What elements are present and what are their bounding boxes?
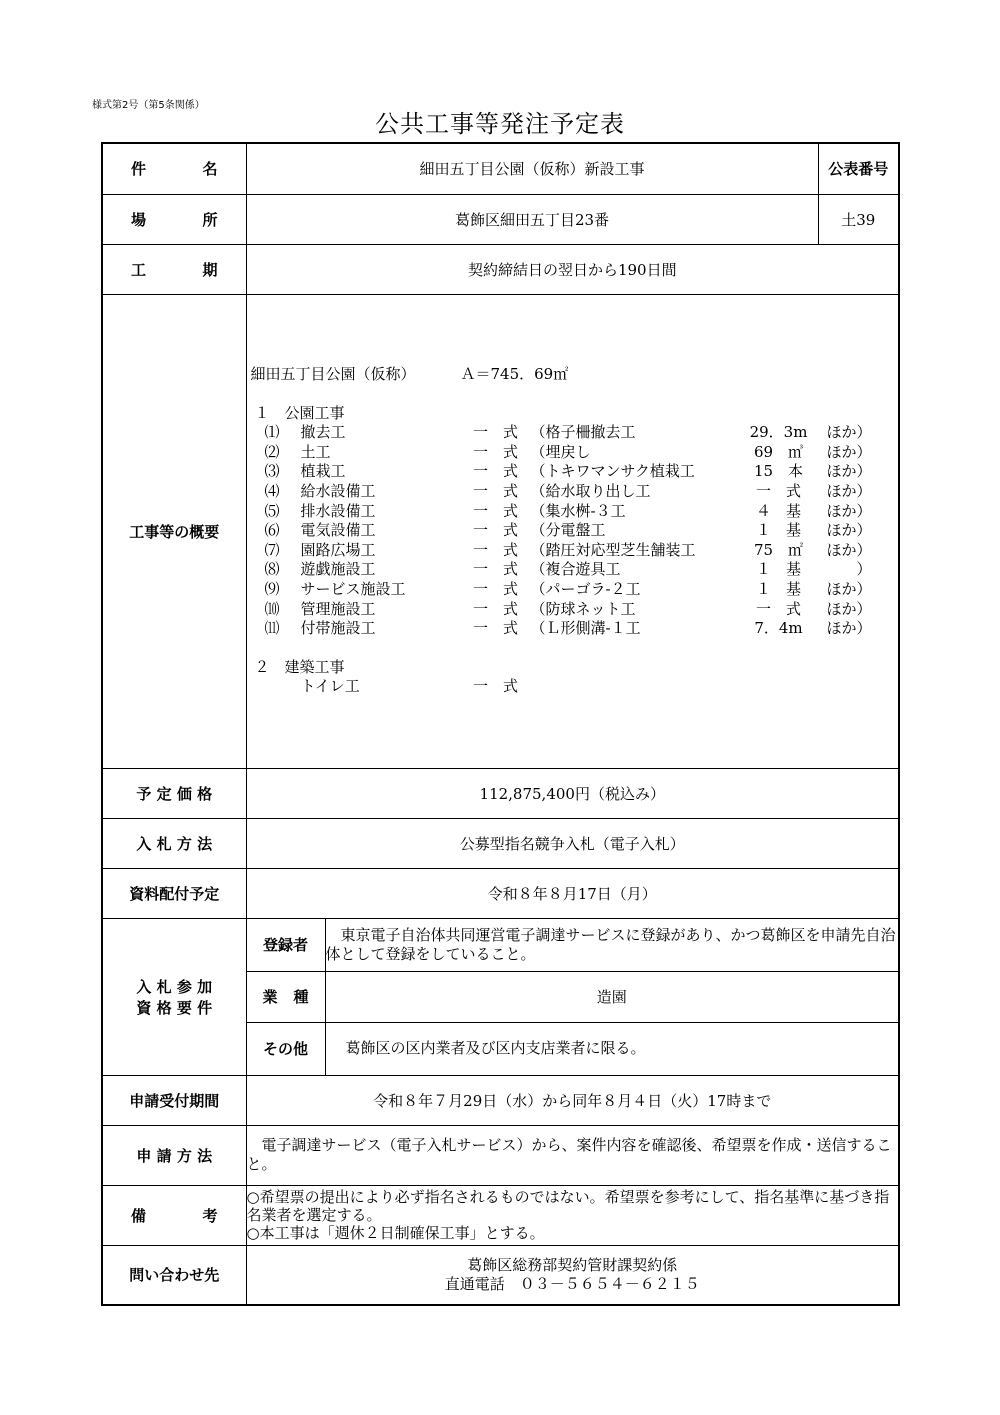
industry: 造園	[325, 971, 899, 1022]
row-registrant	[102, 918, 899, 971]
label-place: 場 所	[102, 194, 246, 244]
overview-item-name: サービス施設工	[300, 579, 406, 598]
overview-section-2-item: トイレ工 一 式	[300, 677, 518, 696]
overview	[246, 294, 899, 768]
overview-item-note: ほか）	[826, 521, 872, 540]
row-application-method	[102, 1125, 899, 1185]
label-registrant: 登録者	[246, 918, 325, 971]
contact	[246, 1245, 899, 1305]
overview-item-name: 植栽工	[300, 462, 346, 481]
page-title: 公共工事等発注予定表	[375, 110, 625, 138]
schedule-table	[101, 142, 900, 1306]
overview-item-amount: 一 式	[755, 482, 801, 501]
overview-item-qty: 一 式	[472, 619, 518, 638]
overview-item-amount: １ 基	[755, 579, 801, 598]
overview-item-qty: 一 式	[472, 462, 518, 481]
overview-item-note: ほか）	[826, 599, 872, 618]
overview-item-amount: 69 ㎥	[753, 442, 804, 461]
row-application-period	[102, 1075, 899, 1125]
overview-item-note: ほか）	[826, 619, 872, 638]
label-price: 予 定 価 格	[102, 768, 246, 818]
overview-park: 細田五丁目公園（仮称） Ａ＝745．69㎡	[250, 365, 569, 384]
overview-item-amount: 7．4m	[754, 619, 803, 638]
overview-item-qty: 一 式	[472, 560, 518, 579]
public-number: 土39	[818, 194, 899, 244]
project-name: 細田五丁目公園（仮称）新設工事	[246, 143, 818, 194]
row-period	[102, 244, 899, 294]
overview-item-name: 付帯施設工	[300, 619, 376, 638]
overview-item-name: 給水設備工	[300, 482, 376, 501]
overview-item	[251, 580, 895, 600]
overview-item-detail: （複合遊具工	[530, 560, 621, 579]
overview-item-qty: 一 式	[472, 540, 518, 559]
overview-item-detail: （防球ネット工	[530, 599, 636, 618]
overview-item-num: ⑾	[264, 619, 280, 638]
overview-item-detail: （給水取り出し工	[530, 482, 651, 501]
overview-item-note: ほか）	[826, 462, 872, 481]
row-price	[102, 768, 899, 818]
application-method: 電子調達サービス（電子入札サービス）から、案件内容を確認後、希望票を作成・送信すること。	[246, 1125, 899, 1185]
overview-item	[251, 521, 895, 541]
label-public-number: 公表番号	[818, 143, 899, 194]
overview-item	[251, 462, 895, 482]
overview-item	[251, 443, 895, 463]
overview-item-detail: （格子柵撤去工	[530, 423, 636, 442]
overview-item-amount: 75 ㎡	[753, 540, 804, 559]
overview-item-num: ⑸	[264, 501, 280, 520]
label-application-method: 申 請 方 法	[102, 1125, 246, 1185]
label-period: 工 期	[102, 244, 246, 294]
distribution-date: 令和８年８月17日（月）	[246, 868, 899, 918]
row-bid-method	[102, 818, 899, 868]
overview-section-1: １ 公園工事	[254, 403, 345, 422]
overview-item-note: ほか）	[826, 540, 872, 559]
overview-item-amount: 15 本	[753, 462, 804, 481]
overview-item-detail: （分電盤工	[530, 521, 606, 540]
overview-item-name: 遊戯施設工	[300, 560, 376, 579]
row-place	[102, 194, 899, 244]
overview-item-amount: １ 基	[755, 521, 801, 540]
overview-item-amount: 一 式	[755, 599, 801, 618]
overview-item	[251, 560, 895, 580]
overview-item-detail: （集水桝-３工	[530, 501, 626, 520]
label-industry: 業 種	[246, 971, 325, 1022]
label-qualification: 入 札 参 加 資 格 要 件	[102, 918, 246, 1075]
label-distribution: 資料配付予定	[102, 868, 246, 918]
overview-item	[251, 541, 895, 561]
overview-item	[251, 502, 895, 522]
remark-2: ○本工事は「週休２日制確保工事」とする。	[246, 1224, 545, 1242]
overview-item-num: ⑻	[264, 560, 280, 579]
overview-item-detail: （埋戻し	[530, 442, 591, 461]
application-period: 令和８年７月29日（水）から同年８月４日（火）17時まで	[246, 1075, 899, 1125]
overview-item	[251, 482, 895, 502]
overview-item-detail: （踏圧対応型芝生舗装工	[530, 540, 696, 559]
overview-item-note: ほか）	[826, 442, 872, 461]
remark-1: ○希望票の提出により必ず指名されるものではない。希望票を参考にして、指名基準に基づき指名業者を選定する。	[246, 1188, 890, 1224]
overview-item-qty: 一 式	[472, 599, 518, 618]
label-application-period: 申請受付期間	[102, 1075, 246, 1125]
label-bid-method: 入 札 方 法	[102, 818, 246, 868]
overview-item-qty: 一 式	[472, 521, 518, 540]
overview-item-num: ⑴	[264, 423, 280, 442]
overview-item-detail: （パーゴラ-２工	[530, 579, 641, 598]
label-remarks: 備 考	[102, 1185, 246, 1245]
row-contact	[102, 1245, 899, 1305]
form-number: 様式第2号（第5条関係）	[92, 100, 205, 111]
overview-item-note: ほか）	[826, 579, 872, 598]
bid-method: 公募型指名競争入札（電子入札）	[246, 818, 899, 868]
overview-item-name: 撤去工	[300, 423, 346, 442]
overview-item-qty: 一 式	[472, 482, 518, 501]
overview-item-note: ほか）	[826, 501, 872, 520]
overview-item-num: ⑽	[264, 599, 280, 618]
overview-item-note: ）	[826, 560, 872, 579]
overview-item-name: 電気設備工	[300, 521, 376, 540]
overview-item-qty: 一 式	[472, 423, 518, 442]
label-contact: 問い合わせ先	[102, 1245, 246, 1305]
label-overview: 工事等の概要	[102, 294, 246, 768]
label-other: その他	[246, 1022, 325, 1075]
contact-department: 葛飾区総務部契約管財課契約係	[467, 1255, 678, 1274]
overview-item-num: ⑵	[264, 442, 280, 461]
overview-item-qty: 一 式	[472, 579, 518, 598]
overview-item-num: ⑹	[264, 521, 280, 540]
overview-item-name: 管理施設工	[300, 599, 376, 618]
row-project-name	[102, 143, 899, 194]
overview-item-num: ⑶	[264, 462, 280, 481]
overview-item-num: ⑺	[264, 540, 280, 559]
overview-item	[251, 600, 895, 620]
overview-item	[251, 619, 895, 639]
overview-item-amount: １ 基	[755, 560, 801, 579]
overview-item-note: ほか）	[826, 482, 872, 501]
price: 112,875,400円（税込み）	[246, 768, 899, 818]
overview-item	[251, 423, 895, 443]
row-overview	[102, 294, 899, 768]
overview-item-amount: ４ 基	[755, 501, 801, 520]
overview-item-detail: （Ｌ形側溝-１工	[530, 619, 641, 638]
place: 葛飾区細田五丁目23番	[246, 194, 818, 244]
overview-item-num: ⑷	[264, 482, 280, 501]
overview-item-amount: 29．3m	[749, 423, 808, 442]
overview-item-name: 園路広場工	[300, 540, 376, 559]
overview-item-qty: 一 式	[472, 501, 518, 520]
row-distribution	[102, 868, 899, 918]
overview-items	[251, 423, 895, 639]
remarks	[246, 1185, 899, 1245]
overview-item-name: 土工	[300, 442, 331, 461]
overview-item-qty: 一 式	[472, 442, 518, 461]
overview-item-num: ⑼	[264, 579, 280, 598]
contact-phone: 直通電話 ０３－５６５４－６２１５	[444, 1274, 700, 1293]
other-requirement: 葛飾区の区内業者及び区内支店業者に限る。	[325, 1022, 899, 1075]
period: 契約締結日の翌日から190日間	[246, 244, 899, 294]
overview-item-name: 排水設備工	[300, 501, 376, 520]
overview-item-note: ほか）	[826, 423, 872, 442]
registrant: 東京電子自治体共同運営電子調達サービスに登録があり、かつ葛飾区を申請先自治体として登録をしていること。	[325, 918, 899, 971]
row-remarks	[102, 1185, 899, 1245]
label-project-name: 件 名	[102, 143, 246, 194]
overview-section-2: ２ 建築工事	[254, 657, 345, 676]
overview-item-detail: （トキワマンサク植栽工	[530, 462, 695, 481]
